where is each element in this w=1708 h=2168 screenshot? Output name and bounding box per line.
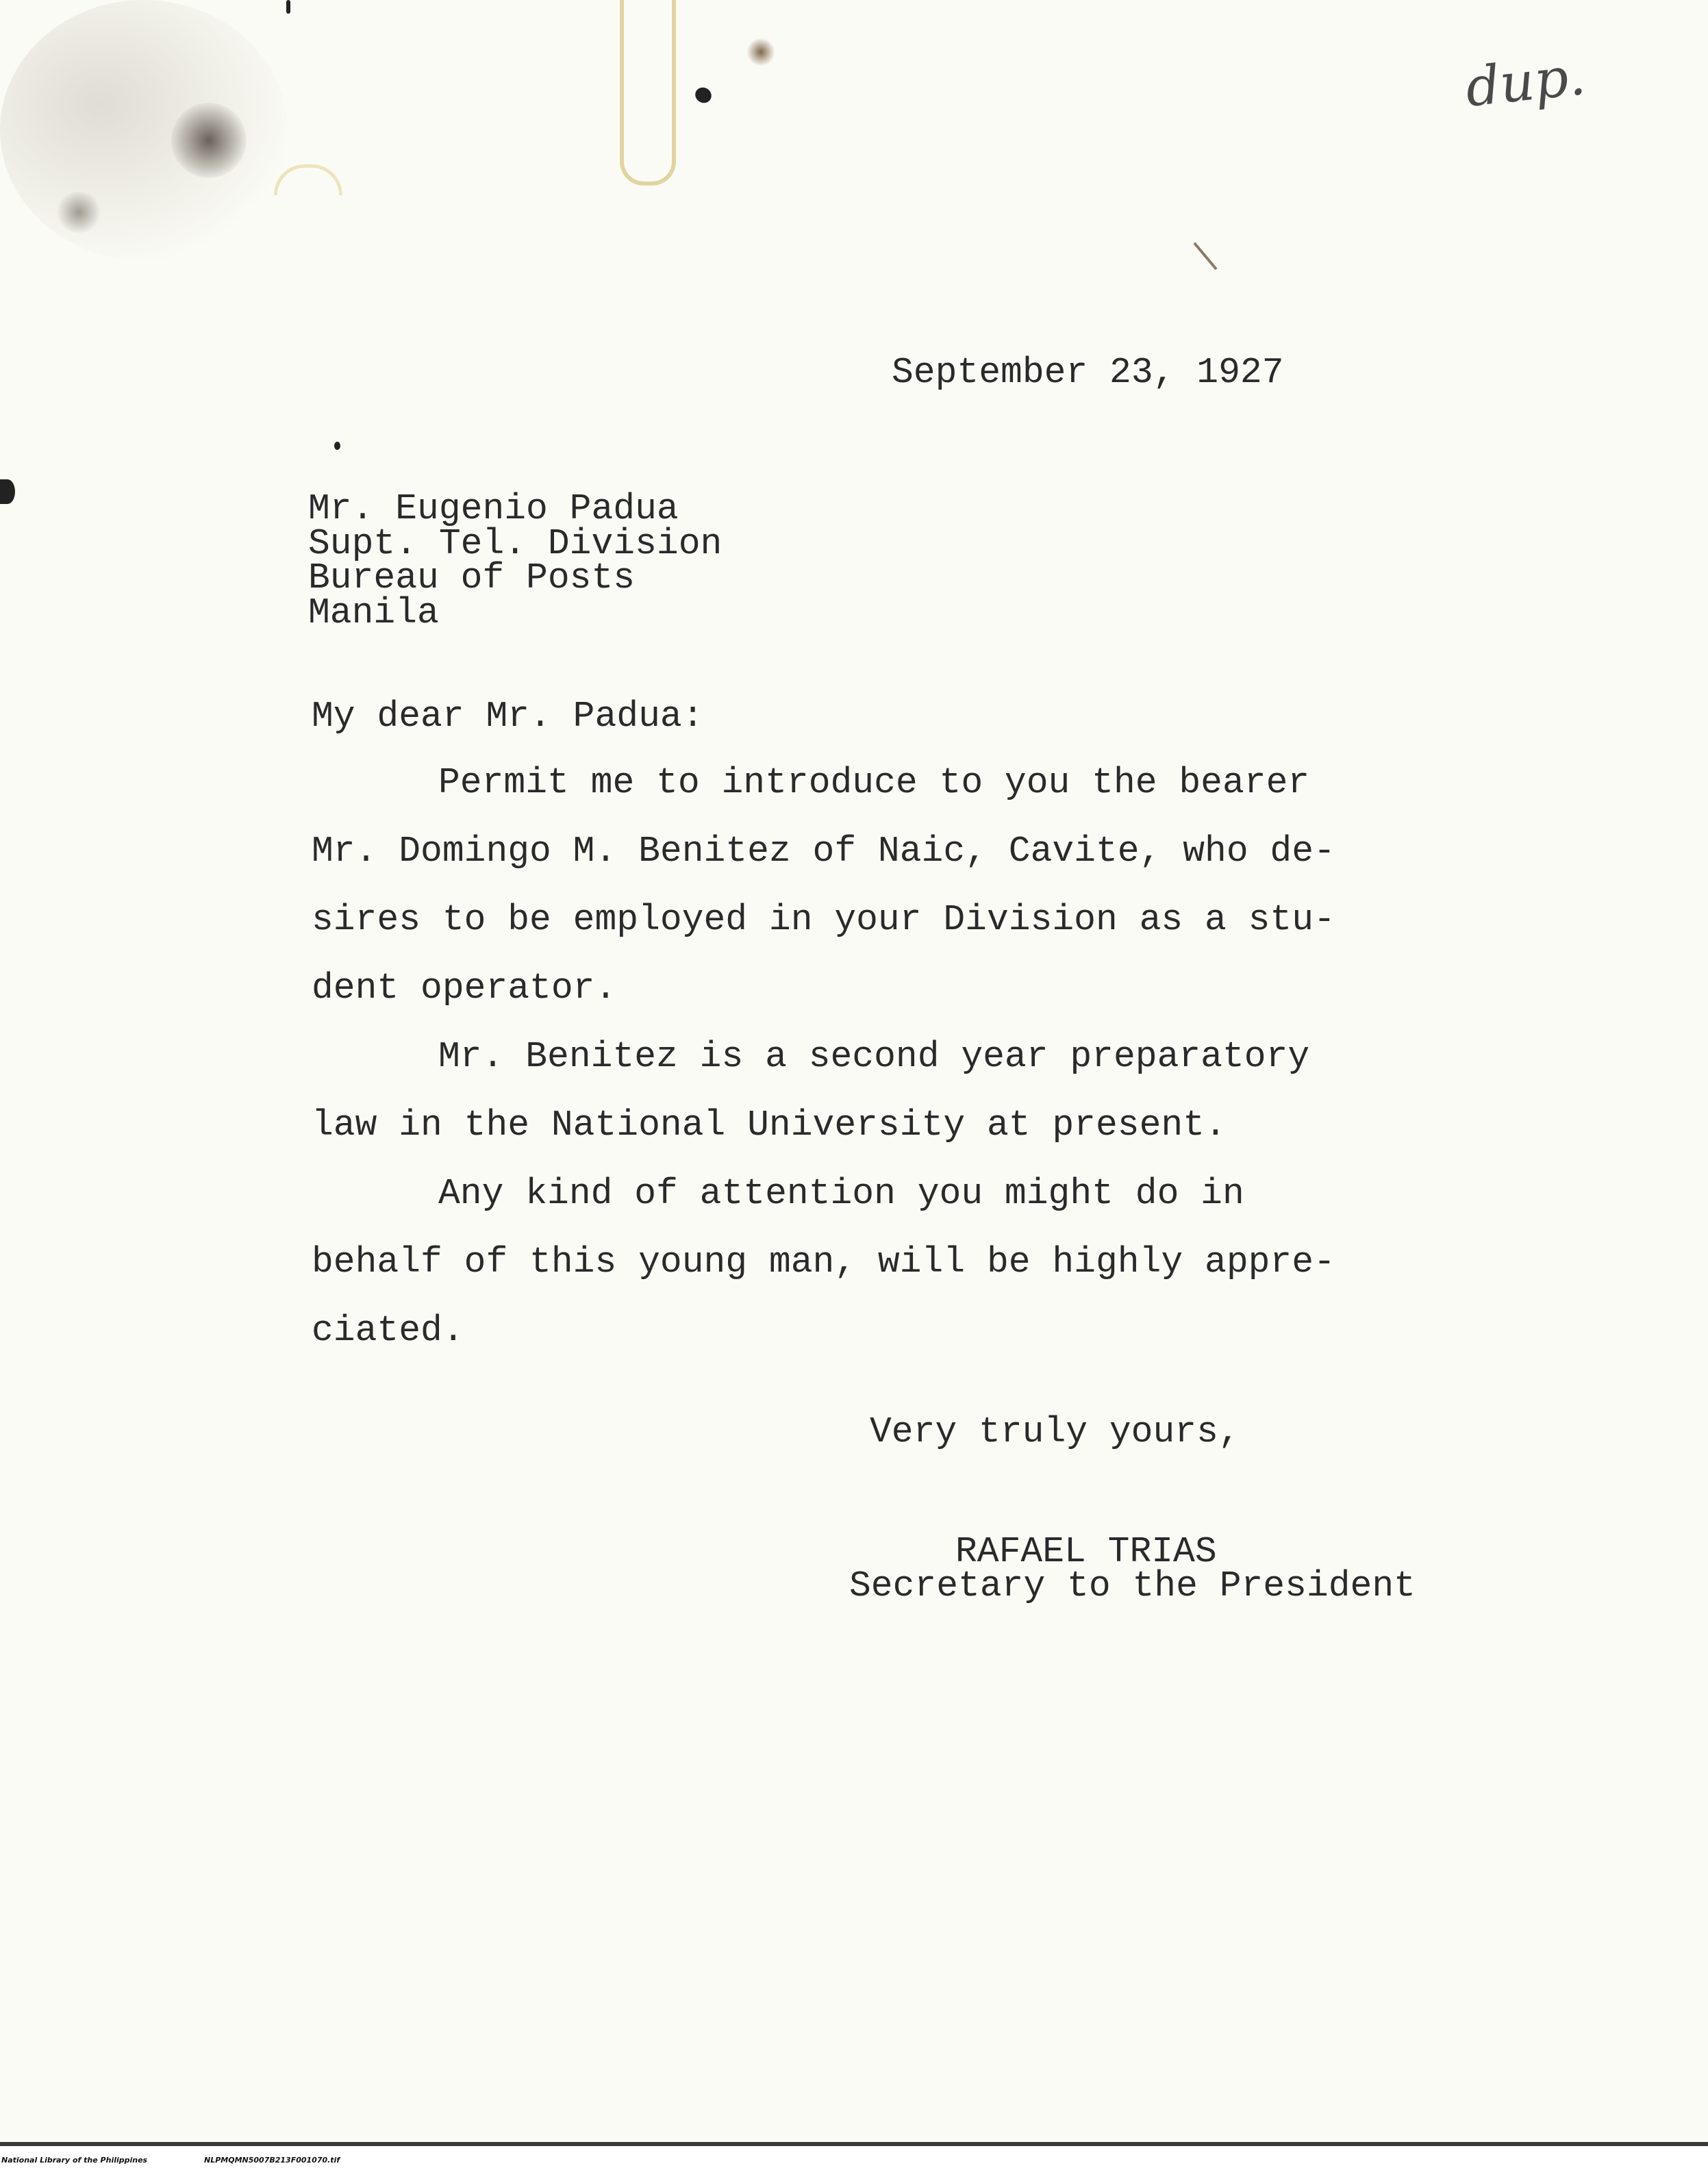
signatory-title: Secretary to the President bbox=[849, 1565, 1416, 1606]
body-line: Any kind of attention you might do in bbox=[438, 1173, 1244, 1214]
file-id: NLPMQMN5007B213F001070.tif bbox=[204, 2156, 340, 2165]
punch-mark bbox=[746, 38, 775, 66]
ink-dot bbox=[286, 0, 290, 14]
recipient-city: Manila bbox=[308, 592, 439, 633]
paper-clip-mark bbox=[620, 0, 676, 186]
salutation: My dear Mr. Padua: bbox=[312, 696, 704, 737]
ink-dot bbox=[0, 479, 15, 504]
body-line: Mr. Domingo M. Benitez of Naic, Cavite, who de- bbox=[312, 831, 1335, 872]
recipient-name: Mr. Eugenio Padua bbox=[308, 488, 679, 529]
recipient-title: Supt. Tel. Division bbox=[308, 523, 723, 564]
handwritten-annotation: dup. bbox=[1462, 45, 1589, 119]
body-line: law in the National University at present. bbox=[312, 1105, 1227, 1146]
dark-stain bbox=[171, 103, 247, 178]
body-line: ciated. bbox=[312, 1310, 464, 1351]
closing: Very truly yours, bbox=[870, 1411, 1240, 1452]
body-line: Permit me to introduce to you the bearer bbox=[438, 762, 1310, 803]
dark-stain bbox=[55, 192, 103, 233]
body-line: dent operator. bbox=[312, 968, 617, 1009]
body-line: Mr. Benitez is a second year preparatory bbox=[438, 1036, 1310, 1077]
recipient-office: Bureau of Posts bbox=[308, 557, 636, 598]
body-line: behalf of this young man, will be highly appre- bbox=[312, 1241, 1335, 1283]
ink-dot bbox=[334, 442, 340, 450]
paper-clip-mark bbox=[274, 164, 342, 195]
signatory-name: RAFAEL TRIAS bbox=[955, 1531, 1217, 1572]
ink-dot bbox=[692, 84, 714, 105]
letter-date: September 23, 1927 bbox=[892, 352, 1284, 393]
body-line: sires to be employed in your Division as a stu- bbox=[312, 899, 1335, 940]
ink-scratch bbox=[1193, 242, 1217, 270]
library-credit: National Library of the Philippines bbox=[1, 2156, 148, 2165]
